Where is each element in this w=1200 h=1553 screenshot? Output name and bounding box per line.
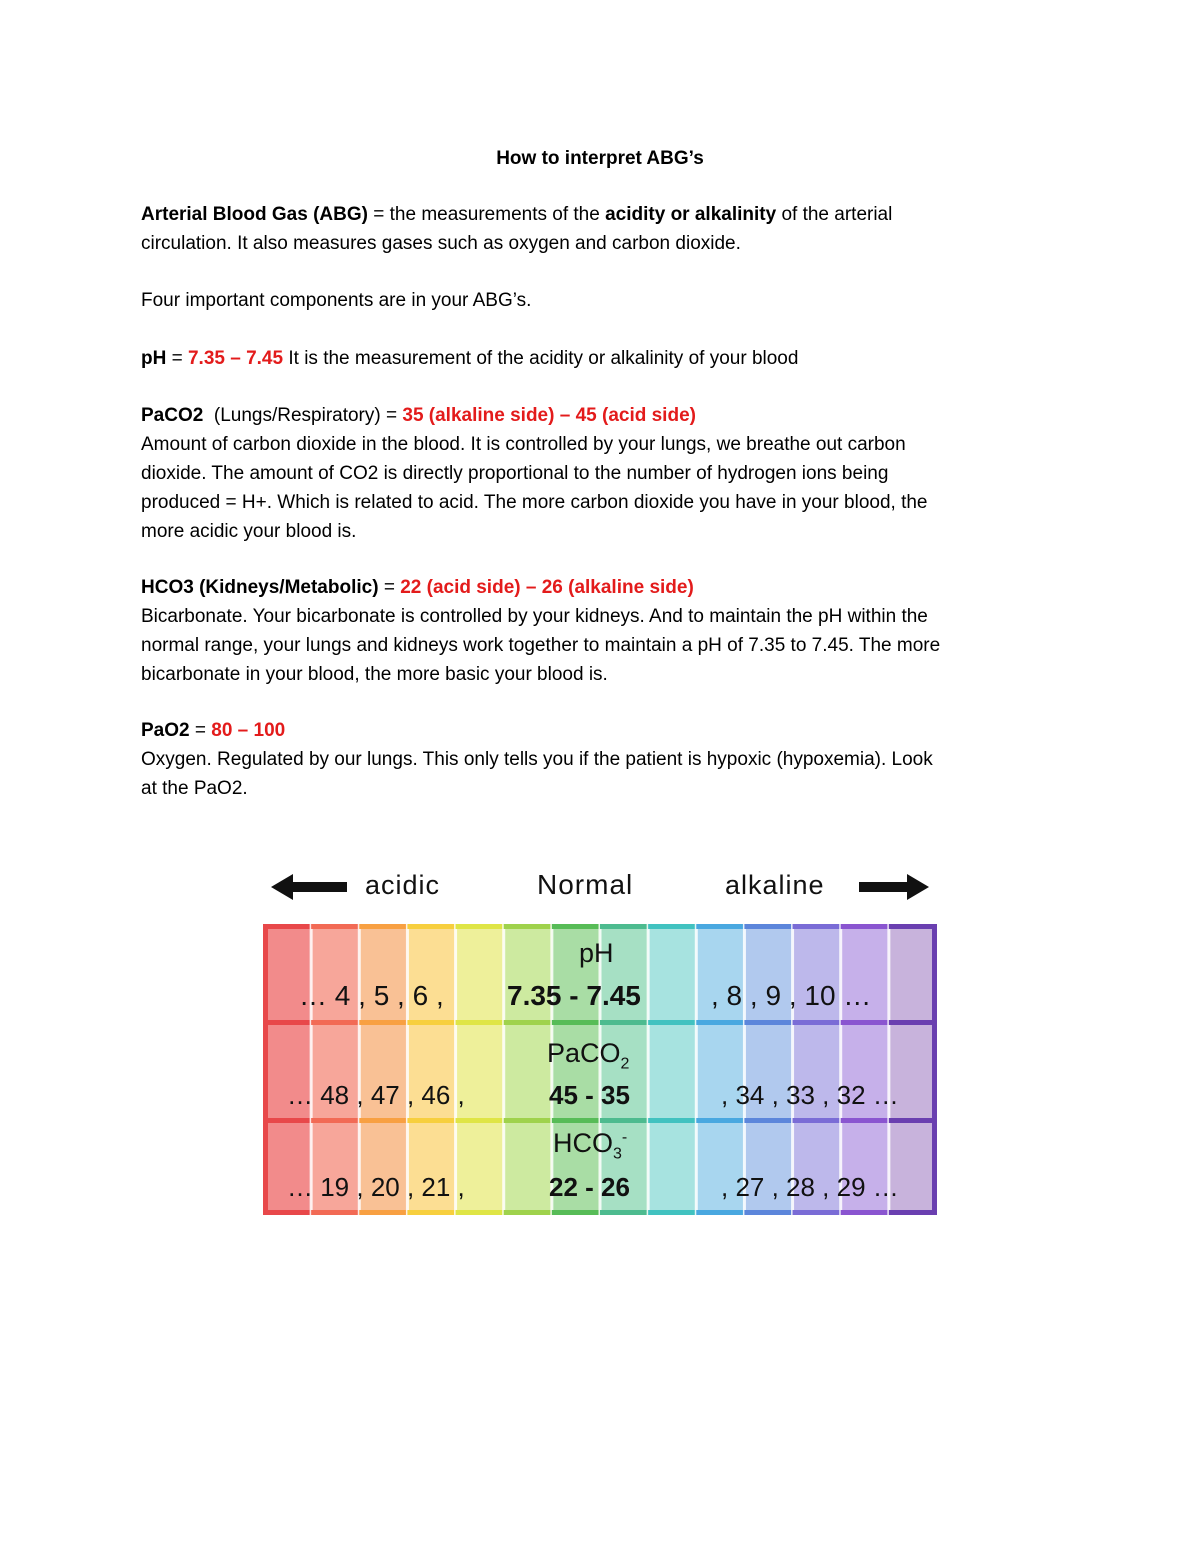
- hco3-eq: =: [378, 577, 401, 598]
- scale-border-segment: [263, 924, 312, 929]
- scale-border-segment: [263, 1210, 312, 1215]
- scale-border-segment: [311, 1210, 360, 1215]
- scale-border-segment: [600, 1210, 649, 1215]
- scale-divider: [502, 924, 505, 1215]
- ph-desc: It is the measurement of the acidity or alkalinity of your blood: [283, 348, 799, 369]
- ph-eq: =: [166, 348, 188, 369]
- paco2-sub: (Lungs/Respiratory) =: [203, 405, 403, 426]
- scale-border-segment: [504, 1210, 553, 1215]
- scale-border-segment: [793, 1118, 842, 1123]
- scale-border-segment: [696, 1118, 745, 1123]
- pao2-line: Oxygen. Regulated by our lungs. This only tells you if the patient is hypoxic (hypoxemia). Look: [141, 749, 933, 770]
- scale-border-segment: [407, 1210, 456, 1215]
- abg-definition: [141, 200, 1071, 258]
- scale-border-segment: [359, 1210, 408, 1215]
- scale-border-segment: [456, 1210, 505, 1215]
- ph-scale-chart: [263, 924, 937, 1215]
- ph-acid-values: … 4 , 5 , 6 ,: [299, 980, 444, 1011]
- row-name-hco3: $HCO_3^-$: [553, 1128, 628, 1163]
- abg-def-text-a: = the measurements of the: [367, 204, 606, 225]
- scale-border-segment: [456, 1118, 505, 1123]
- paco2-line: produced = H+. Which is related to acid. The more carbon dioxide you have in your blood, the: [141, 492, 928, 513]
- scale-border-segment: [552, 1210, 601, 1215]
- pao2-section: [141, 716, 1071, 803]
- scale-border-segment: [359, 924, 408, 929]
- scale-border-segment: [648, 1020, 697, 1025]
- hco3-line: bicarbonate in your blood, the more basic your blood is.: [141, 664, 608, 685]
- scale-border-segment: [889, 1020, 937, 1025]
- scale-border-segment: [793, 924, 842, 929]
- scale-border-segment: [841, 1210, 890, 1215]
- scale-border-segment: [600, 1020, 649, 1025]
- paco2-label: PaCO2: [141, 405, 204, 426]
- scale-side-border: [932, 924, 937, 1215]
- page-title: How to interpret ABG’s: [496, 148, 704, 169]
- paco2-acid-values: … 48 , 47 , 46 ,: [287, 1080, 465, 1110]
- paco2-line: Amount of carbon dioxide in the blood. It is controlled by your lungs, we breathe out carbon: [141, 434, 906, 455]
- arrow-left-icon: [271, 874, 349, 900]
- pao2-range: 80 – 100: [211, 720, 286, 741]
- pao2-eq: =: [189, 720, 212, 741]
- scale-border-segment: [359, 1118, 408, 1123]
- scale-border-segment: [311, 924, 360, 929]
- ph-range: 7.35 – 7.45: [187, 348, 284, 369]
- normal-label: Normal: [537, 869, 634, 900]
- scale-border-segment: [648, 1210, 697, 1215]
- abg-def-emph: acidity or alkalinity: [605, 204, 777, 225]
- scale-border-segment: [696, 1020, 745, 1025]
- scale-border-segment: [504, 1118, 553, 1123]
- abg-def-line2: circulation. It also measures gases such as oxygen and carbon dioxide.: [141, 233, 741, 254]
- scale-border-segment: [600, 1118, 649, 1123]
- abg-term: Arterial Blood Gas (ABG): [141, 204, 368, 225]
- scale-column: [504, 924, 553, 1215]
- scale-border-segment: [744, 1020, 793, 1025]
- scale-border-segment: [263, 1118, 312, 1123]
- scale-border-segment: [552, 1020, 601, 1025]
- scale-divider: [647, 924, 650, 1215]
- scale-border-segment: [744, 1210, 793, 1215]
- ph-alkaline-values: , 8 , 9 , 10 …: [711, 980, 872, 1011]
- scale-border-segment: [648, 1118, 697, 1123]
- hco3-normal-range: 22 - 26: [549, 1172, 630, 1202]
- scale-border-segment: [504, 1020, 553, 1025]
- abg-def-text-b: of the arterial: [776, 204, 893, 225]
- scale-divider: [695, 924, 698, 1215]
- scale-border-segment: [889, 1210, 937, 1215]
- scale-border-segment: [552, 924, 601, 929]
- paco2-normal-range: 45 - 35: [549, 1080, 630, 1110]
- hco3-label: HCO3 (Kidneys/Metabolic): [141, 577, 379, 598]
- scale-border-segment: [841, 1020, 890, 1025]
- paco2-alkaline-values: , 34 , 33 , 32 …: [721, 1080, 899, 1110]
- paco2-range: 35 (alkaline side) – 45 (acid side): [402, 405, 696, 426]
- scale-border-segment: [359, 1020, 408, 1025]
- scale-border-segment: [456, 924, 505, 929]
- components-intro: Four important components are in your ABG’s.: [141, 290, 532, 311]
- scale-border-segment: [311, 1118, 360, 1123]
- scale-border-segment: [841, 1118, 890, 1123]
- scale-border-segment: [456, 1020, 505, 1025]
- scale-border-segment: [744, 1118, 793, 1123]
- scale-column: [648, 924, 697, 1215]
- hco3-alkaline-values: , 27 , 28 , 29 …: [721, 1172, 899, 1202]
- scale-border-segment: [311, 1020, 360, 1025]
- paco2-line: more acidic your blood is.: [141, 521, 357, 542]
- scale-border-segment: [696, 1210, 745, 1215]
- ph-section: [141, 344, 1071, 373]
- scale-border-segment: [744, 924, 793, 929]
- paco2-section: [141, 401, 1071, 546]
- alkaline-label: alkaline: [725, 870, 825, 900]
- scale-border-segment: [552, 1118, 601, 1123]
- scale-border-segment: [407, 924, 456, 929]
- scale-border-segment: [263, 1020, 312, 1025]
- hco3-acid-values: … 19 , 20 , 21 ,: [287, 1172, 465, 1202]
- ph-normal-range: 7.35 - 7.45: [507, 980, 641, 1011]
- paco2-line: dioxide. The amount of CO2 is directly proportional to the number of hydrogen ions being: [141, 463, 889, 484]
- scale-border-segment: [793, 1210, 842, 1215]
- hco3-line: Bicarbonate. Your bicarbonate is controlled by your kidneys. And to maintain the pH within the: [141, 606, 928, 627]
- scale-border-segment: [841, 924, 890, 929]
- scale-border-segment: [407, 1118, 456, 1123]
- row-name-paco2: PaCO$_2$: [547, 1038, 630, 1073]
- hco3-range: 22 (acid side) – 26 (alkaline side): [400, 577, 694, 598]
- scale-border-segment: [793, 1020, 842, 1025]
- scale-border-segment: [696, 924, 745, 929]
- scale-border-segment: [648, 924, 697, 929]
- pao2-label: PaO2: [141, 720, 190, 741]
- ph-label: pH: [141, 348, 167, 369]
- scale-border-segment: [600, 924, 649, 929]
- scale-border-segment: [407, 1020, 456, 1025]
- pao2-line: at the PaO2.: [141, 778, 248, 799]
- arrow-right-icon: [859, 874, 931, 900]
- scale-border-segment: [889, 924, 937, 929]
- hco3-line: normal range, your lungs and kidneys work together to maintain a pH of 7.35 to 7.45. The more: [141, 635, 941, 656]
- scale-border-segment: [889, 1118, 937, 1123]
- hco3-section: [141, 573, 1071, 689]
- acidic-label: acidic: [365, 870, 441, 900]
- ph-chart-header: [265, 866, 935, 906]
- row-name-ph: pH: [579, 938, 614, 968]
- scale-side-border: [263, 924, 268, 1215]
- scale-border-segment: [504, 924, 553, 929]
